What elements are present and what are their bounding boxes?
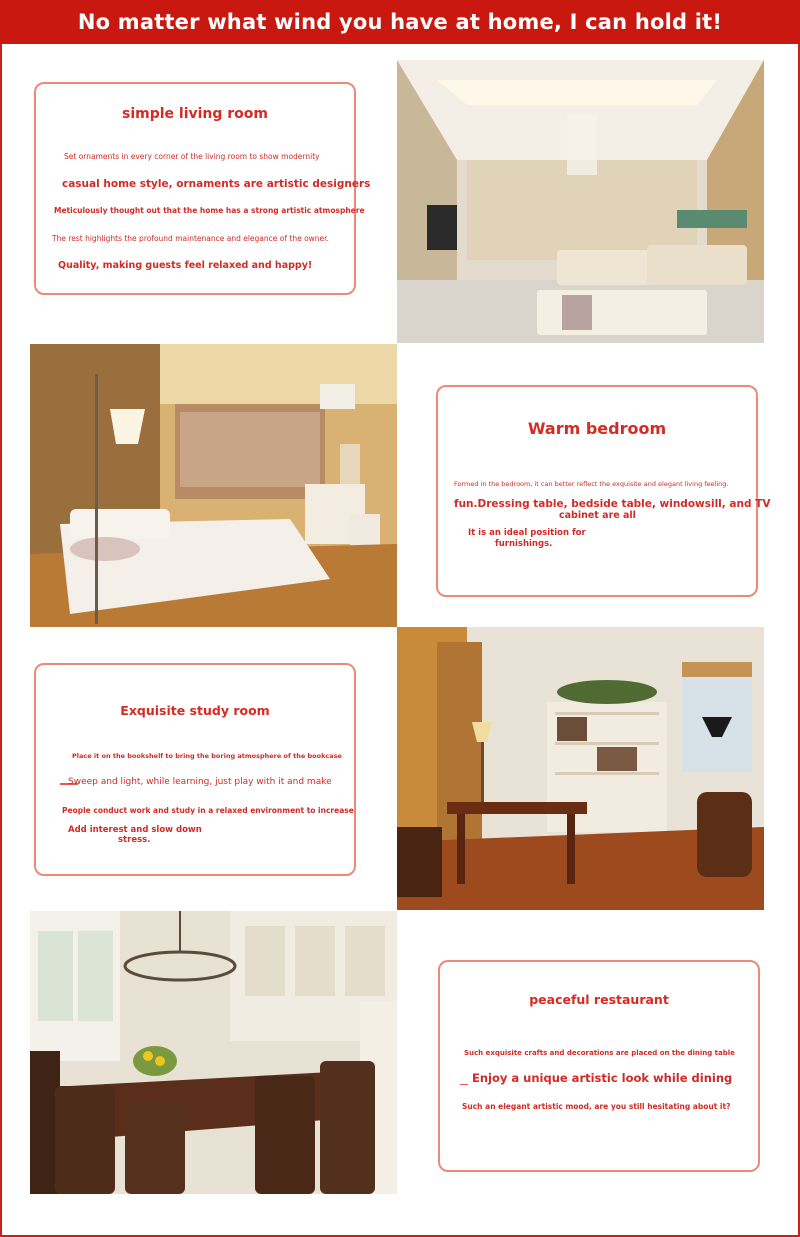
living-room-line-2: casual home style, ornaments are artistic designers bbox=[62, 178, 371, 190]
study-room-line-5: stress. bbox=[118, 835, 151, 845]
study-room-title: Exquisite study room bbox=[120, 703, 270, 718]
living-room-line-1: Set ornaments in every corner of the living room to show modernity bbox=[64, 152, 320, 161]
banner-title: No matter what wind you have at home, I can hold it! bbox=[77, 10, 723, 34]
study-room-line-4: Add interest and slow down bbox=[68, 825, 202, 835]
page-banner bbox=[0, 0, 800, 44]
study-room-line-1: Place it on the bookshelf to bring the boring atmosphere of the bookcase bbox=[72, 752, 342, 760]
living-room-line-4: The rest highlights the profound maintenance and elegance of the owner. bbox=[52, 234, 329, 243]
living-room-card bbox=[34, 82, 371, 295]
bedroom-line-2: fun.Dressing table, bedside table, windowsill, and TV bbox=[454, 498, 771, 510]
bedroom-line-3: cabinet are all bbox=[559, 510, 636, 521]
restaurant-accent-dash bbox=[460, 1084, 468, 1085]
living-room-photo bbox=[397, 60, 764, 343]
restaurant-line-2: Enjoy a unique artistic look while dining bbox=[472, 1071, 733, 1085]
living-room-line-5: Quality, making guests feel relaxed and happy! bbox=[58, 260, 313, 271]
restaurant-line-3: Such an elegant artistic mood, are you still hesitating about it? bbox=[462, 1102, 731, 1111]
restaurant-line-1: Such exquisite crafts and decorations are placed on the dining table bbox=[464, 1049, 735, 1057]
study-room-photo bbox=[397, 627, 764, 910]
restaurant-title: peaceful restaurant bbox=[529, 992, 669, 1007]
study-room-line-3: People conduct work and study in a relaxed environment to increase bbox=[62, 806, 354, 815]
living-room-line-3: Meticulously thought out that the home has a strong artistic atmosphere bbox=[54, 206, 365, 215]
restaurant-photo bbox=[30, 911, 397, 1194]
bedroom-card bbox=[436, 385, 771, 597]
study-room-line-2: Sweep and light, while learning, just play with it and make bbox=[68, 777, 332, 787]
bedroom-title: Warm bedroom bbox=[527, 419, 667, 438]
bedroom-line-5: furnishings. bbox=[495, 539, 553, 549]
bedroom-line-1: Formed in the bedroom, it can better reflect the exquisite and elegant living feeling. bbox=[454, 480, 729, 488]
living-room-title: simple living room bbox=[121, 106, 269, 122]
restaurant-card bbox=[438, 960, 760, 1172]
bedroom-photo bbox=[30, 344, 397, 627]
bedroom-line-4: It is an ideal position for bbox=[468, 528, 586, 538]
study-room-card bbox=[34, 663, 356, 876]
